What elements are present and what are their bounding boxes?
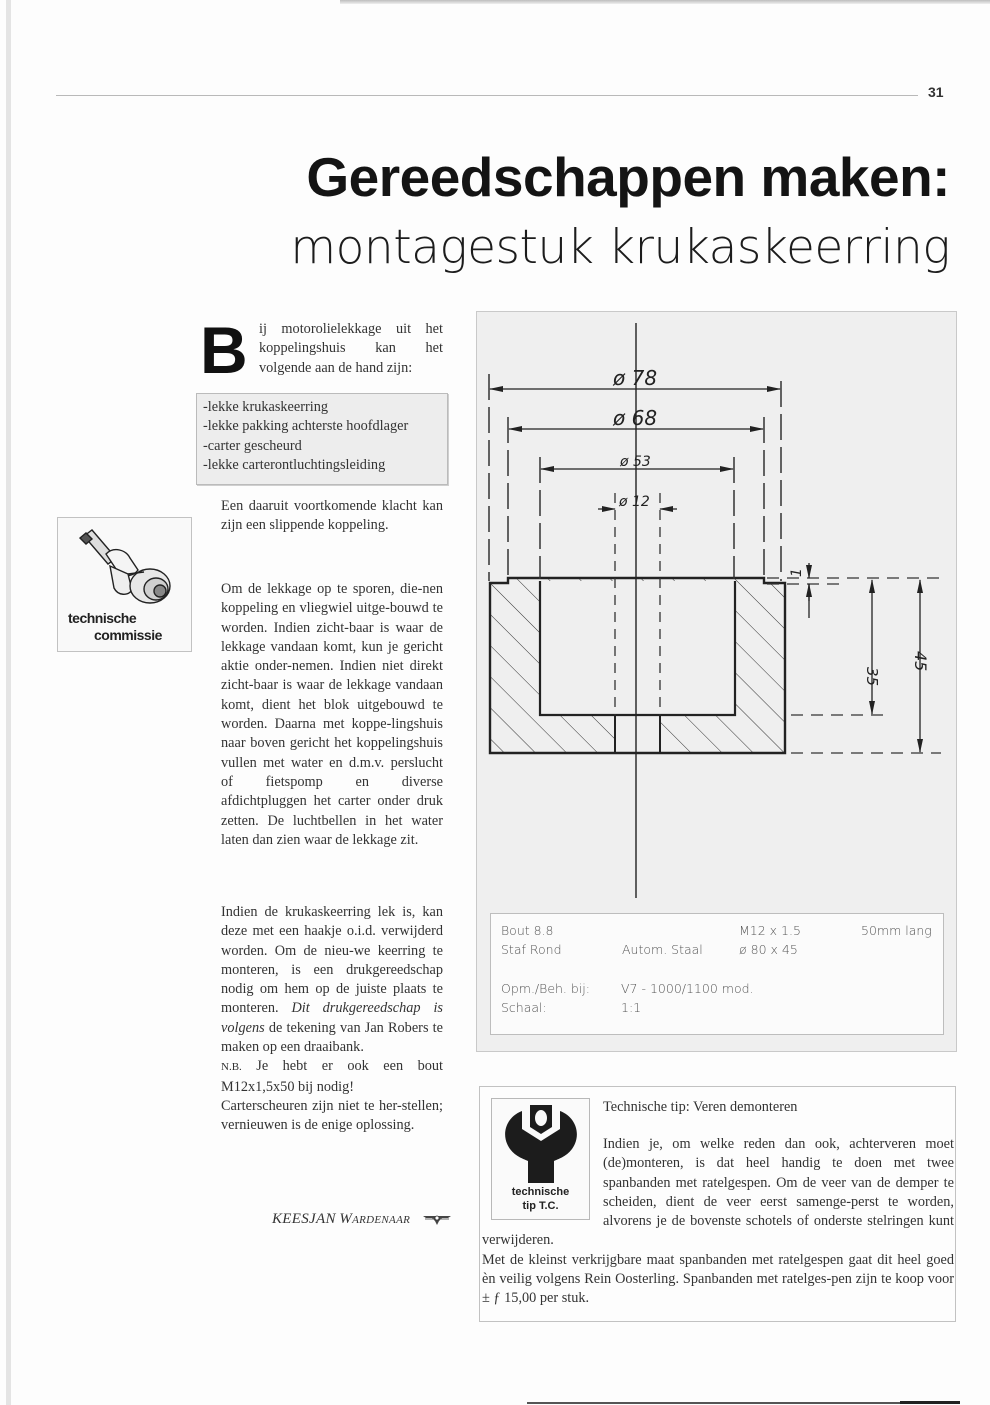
spec-size-2: ø 80 x 45 bbox=[739, 942, 798, 957]
parts-list-box bbox=[490, 913, 944, 1035]
author-first-name: KEESJAN bbox=[272, 1211, 336, 1227]
scale-value: 1:1 bbox=[621, 1000, 642, 1015]
remark-label: Opm./Beh. bij: bbox=[501, 981, 590, 996]
dim-45-label: 45 bbox=[911, 651, 930, 672]
winged-badge-icon bbox=[422, 1213, 452, 1227]
footer-rule bbox=[527, 1402, 927, 1404]
dim-1-label: 1 bbox=[789, 568, 805, 577]
tc-logo-caption bbox=[68, 610, 162, 644]
scale-label: Schaal: bbox=[501, 1000, 547, 1015]
page-number: 31 bbox=[928, 84, 944, 100]
spec-material-2: Autom. Staal bbox=[622, 942, 703, 957]
technical-drawing bbox=[477, 312, 956, 912]
author-last-name: Wardenaar bbox=[339, 1211, 411, 1227]
nb-text: Je hebt er ook een bout M12x1,5x50 bij nodig! bbox=[221, 1058, 443, 1095]
technical-tip-box bbox=[479, 1086, 956, 1322]
paragraph-symptom: Een daaruit voortkomende klacht kan zijn een slippende koppeling. bbox=[221, 498, 443, 534]
remark-value: V7 - 1000/1100 mod. bbox=[621, 981, 754, 996]
spec-size-1: M12 x 1.5 bbox=[739, 923, 801, 938]
spec-item-2: Staf Rond bbox=[501, 942, 562, 957]
spec-length-1: 50mm lang bbox=[861, 923, 932, 938]
tip-paragraph-2: Met de kleinst verkrijgbare maat spanbanden met ratelgespen gaat dit heel goed èn veilig volgens Rein Oosterling. Spanbanden met ratelges-pen zijn te koop voor ± ƒ 15,00 per stuk. bbox=[482, 1251, 954, 1307]
tip-paragraph-1: Indien je, om welke reden dan ook, achterveren moet (de)monteren, is dat heel handig te doen met twee spanbanden met ratelgespen. Om de veer van de demper te scheiden, dient de veer eerst samenge-perst te worden, alvorens je de bovenste schotels of onderste stelringen kunt verwijderen. bbox=[482, 1136, 954, 1249]
crack-text: Carterscheuren zijn niet te her-stellen; vernieuwen is de enige oplossing. bbox=[221, 1097, 443, 1134]
cause-item: -lekke krukaskeerring bbox=[203, 399, 329, 415]
paragraph-detection: Om de lekkage op te sporen, die-nen koppeling en vliegwiel uitge-bouwd te worden. Indien zicht-baar is waar de lekkage vandaan komt, kun je gericht aktie onder-nemen. Indien niet direkt zicht-baar is waar de lekkage vandaan komt, dient het blok uitgebouwd te worden. Daarna met koppe-lingshuis naar boven gericht het koppelingshuis vullen met water en d.m.v. perslucht of fietspomp en diverse afdichtpluggen het carter onder druk zetten. De luchtbellen in het water laten dan zien waar de lekkage zit. bbox=[221, 581, 443, 848]
tip-logo-line1: technische bbox=[511, 1186, 570, 1198]
dim-12-label: ø 12 bbox=[619, 494, 650, 510]
tip-logo-line2: tip T.C. bbox=[522, 1200, 559, 1212]
dim-53-label: ø 53 bbox=[620, 454, 651, 470]
spec-item-1: Bout 8.8 bbox=[501, 923, 554, 938]
cause-item: -lekke carterontluchtingsleiding bbox=[203, 456, 386, 473]
tip-body bbox=[482, 1135, 954, 1309]
intro-paragraph: ij motorolielekkage uit het koppelingshuis kan het volgende aan de hand zijn: bbox=[259, 321, 443, 376]
dim-78-label: ø 78 bbox=[613, 366, 658, 390]
cause-item: -carter gescheurd bbox=[203, 437, 302, 454]
technische-commissie-logo bbox=[57, 517, 192, 652]
page-title: Gereedschappen maken: bbox=[306, 146, 950, 208]
causes-box bbox=[196, 393, 448, 485]
footer-rule-accent bbox=[900, 1401, 960, 1404]
page-subtitle: montagestuk krukaskeerring bbox=[290, 220, 950, 275]
tc-logo-line1: technische bbox=[68, 610, 137, 626]
dim-35-label: 35 bbox=[863, 667, 881, 687]
crankshaft-icon bbox=[58, 518, 191, 613]
repair-text-cont: de tekening van Jan Robers te maken op een draaibank. bbox=[221, 1019, 443, 1056]
cause-item: -lekke pakking achterste hoofdlager bbox=[203, 418, 409, 435]
nb-label: N.B. bbox=[221, 1061, 242, 1074]
repair-text: Indien de krukaskeerring lek is, kan deze met een haakje o.i.d. verwijderd worden. Om de nieu-we keerring te monteren, is een drukgereedschap nodig om hem op de juiste plaats te monteren. bbox=[221, 904, 443, 1017]
section-body bbox=[490, 578, 785, 753]
logo-spacer bbox=[482, 1135, 603, 1231]
paragraph-repair bbox=[221, 903, 443, 1136]
tc-logo-line2: commissie bbox=[94, 627, 162, 643]
page-top-edge bbox=[340, 0, 990, 4]
dim-68-label: ø 68 bbox=[613, 406, 658, 430]
causes-list bbox=[197, 394, 447, 475]
repair-italic-text: Dit drukgereedschap is volgens bbox=[221, 1000, 444, 1036]
author-byline bbox=[272, 1211, 452, 1228]
header-rule bbox=[56, 95, 918, 96]
drop-cap: B bbox=[200, 313, 248, 387]
tip-title: Technische tip: Veren demonteren bbox=[603, 1099, 798, 1115]
page-edge-shadow bbox=[6, 0, 11, 1405]
